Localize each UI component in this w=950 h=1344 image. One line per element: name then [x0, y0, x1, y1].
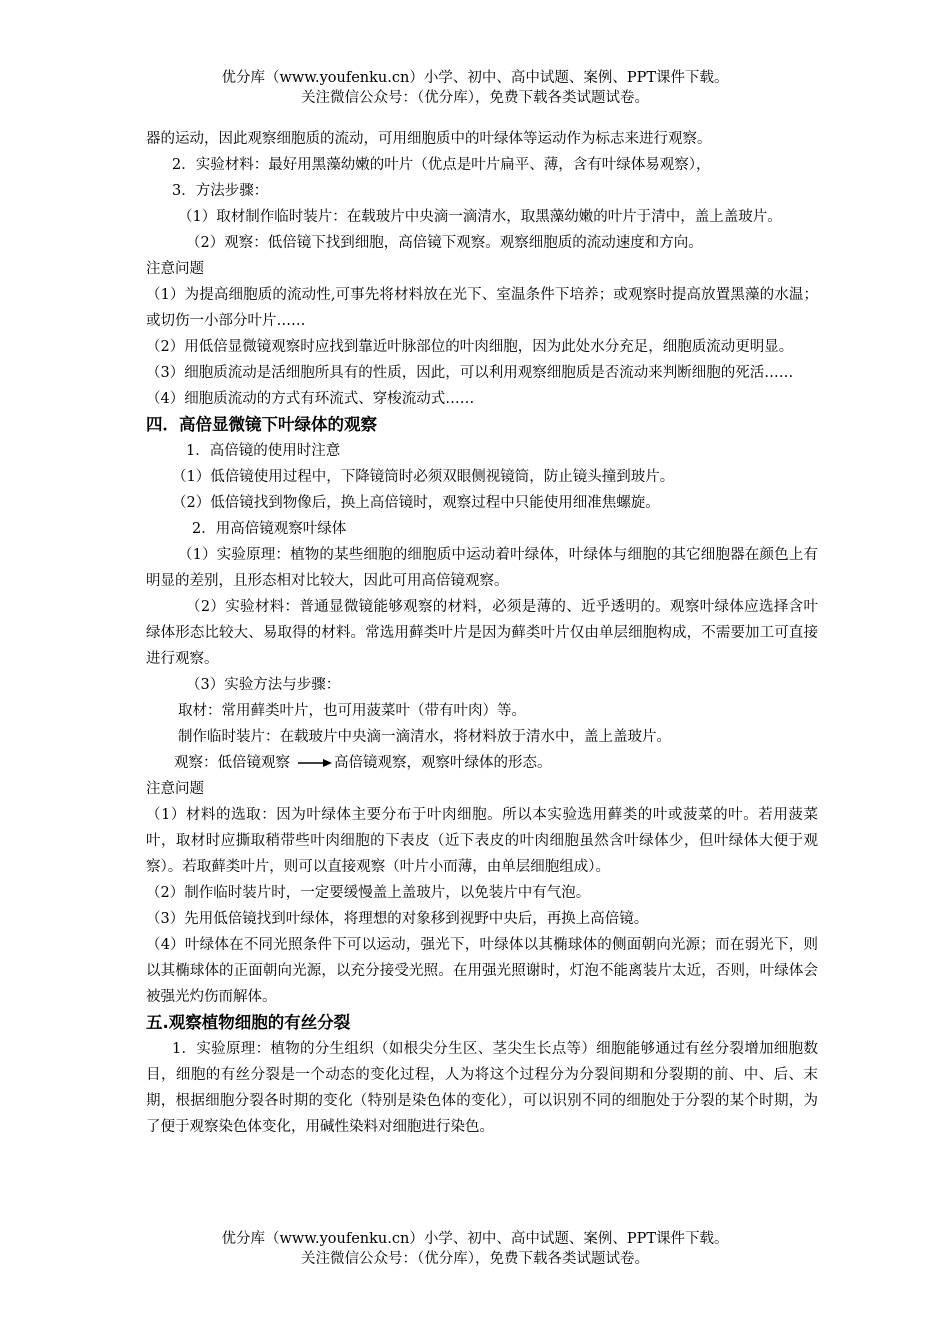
footer-line-2: 关注微信公众号：（优分库），免费下载各类试题试卷。	[301, 1251, 649, 1267]
footer-line-1: 优分库（www.youfenku.cn）小学、初中、高中试题、案例、PPT课件下载。	[221, 1231, 729, 1247]
header-line-1: 优分库（www.youfenku.cn）小学、初中、高中试题、案例、PPT课件下载。	[221, 70, 729, 86]
observation-step-low: 观察：低倍镜观察	[174, 755, 290, 771]
paragraph: 取材：常用藓类叶片，也可用菠菜叶（带有叶肉）等。	[178, 703, 526, 719]
page-footer	[0, 1229, 950, 1269]
paragraph: （2）观察：低倍镜下找到细胞，高倍镜下观察。观察细胞质的流动速度和方向。	[186, 235, 703, 251]
section-heading-5: 五.观察植物细胞的有丝分裂	[146, 1013, 351, 1032]
paragraph: 器的运动，因此观察细胞质的流动，可用细胞质中的叶绿体等运动作为标志来进行观察。	[146, 131, 712, 147]
paragraph: （4）细胞质流动的方式有环流式、穿梭流动式……	[146, 391, 475, 407]
observation-step-high: 高倍镜观察，观察叶绿体的形态。	[334, 755, 552, 771]
paragraph: 2．用高倍镜观察叶绿体	[192, 521, 347, 537]
paragraph: 3．方法步骤：	[172, 183, 269, 199]
paragraph: 1．高倍镜的使用时注意	[186, 443, 341, 459]
subheading: 注意问题	[146, 261, 204, 277]
paragraph: （1）为提高细胞质的流动性,可事先将材料放在光下、室温条件下培养；或观察时提高放置黑藻的水温；或切伤一小部分叶片……	[146, 287, 818, 329]
paragraph: （2）制作临时装片时，一定要缓慢盖上盖玻片，以免装片中有气泡。	[146, 885, 591, 901]
paragraph: （1）实验原理：植物的某些细胞的细胞质中运动着叶绿体，叶绿体与细胞的其它细胞器在颜色上有明显的差别，且形态相对比较大，因此可用高倍镜观察。	[146, 547, 818, 589]
paragraph: （1）取材制作临时装片：在载玻片中央滴一滴清水，取黑藻幼嫩的叶片于清中，盖上盖玻片。	[178, 209, 782, 225]
paragraph: （1）材料的选取：因为叶绿体主要分布于叶肉细胞。所以本实验选用藓类的叶或菠菜的叶。若用菠菜叶，取材时应撕取稍带些叶肉细胞的下表皮（近下表皮的叶肉细胞虽然含叶绿体少，但叶绿体大便于观察）。若取藓类叶片，则可以直接观察（叶片小而薄，由单层细胞组成）。	[146, 807, 818, 875]
paragraph: （2）低倍镜找到物像后，换上高倍镜时，观察过程中只能使用细准焦螺旋。	[172, 495, 660, 511]
paragraph: （4）叶绿体在不同光照条件下可以运动，强光下，叶绿体以其椭球体的侧面朝向光源；而在弱光下，则以其椭球体的正面朝向光源，以充分接受光照。在用强光照谢时，灯泡不能离装片太近，否则，叶绿体会被强光灼伤而解体。	[146, 937, 818, 1005]
paragraph: 制作临时装片：在载玻片中央滴一滴清水，将材料放于清水中，盖上盖玻片。	[178, 729, 671, 745]
document-body	[146, 126, 818, 1140]
arrow-right-icon	[298, 758, 332, 768]
paragraph: （2）用低倍显微镜观察时应找到靠近叶脉部位的叶肉细胞，因为此处水分充足，细胞质流动更明显。	[146, 339, 794, 355]
paragraph: （2）实验材料：普通显微镜能够观察的材料，必须是薄的、近乎透明的。观察叶绿体应选择含叶绿体形态比较大、易取得的材料。常选用藓类叶片是因为藓类叶片仅由单层细胞构成，不需要加工可直接进行观察。	[146, 599, 818, 667]
section-heading-4: 四．高倍显微镜下叶绿体的观察	[146, 415, 377, 434]
subheading: 注意问题	[146, 781, 204, 797]
paragraph: （3）实验方法与步骤：	[186, 677, 341, 693]
page-header	[0, 68, 950, 108]
paragraph: （3）先用低倍镜找到叶绿体，将理想的对象移到视野中央后，再换上高倍镜。	[146, 911, 649, 927]
paragraph: 1．实验原理：植物的分生组织（如根尖分生区、茎尖生长点等）细胞能够通过有丝分裂增加细胞数目，细胞的有丝分裂是一个动态的变化过程，人为将这个过程分为分裂间期和分裂期的前、中、后、末期，根据细胞分裂各时期的变化（特别是染色体的变化），可以识别不同的细胞处于分裂的某个时期，为了便于观察染色体变化，用碱性染料对细胞进行染色。	[146, 1041, 818, 1135]
paragraph: （1）低倍镜使用过程中，下降镜筒时必须双眼侧视镜筒，防止镜头撞到玻片。	[172, 469, 675, 485]
paragraph: 2．实验材料：最好用黑藻幼嫩的叶片（优点是叶片扁平、薄，含有叶绿体易观察），	[172, 157, 711, 173]
header-line-2: 关注微信公众号：（优分库），免费下载各类试题试卷。	[301, 90, 649, 106]
observation-line	[146, 750, 818, 776]
paragraph: （3）细胞质流动是活细胞所具有的性质，因此，可以利用观察细胞质是否流动来判断细胞的死活……	[146, 365, 794, 381]
